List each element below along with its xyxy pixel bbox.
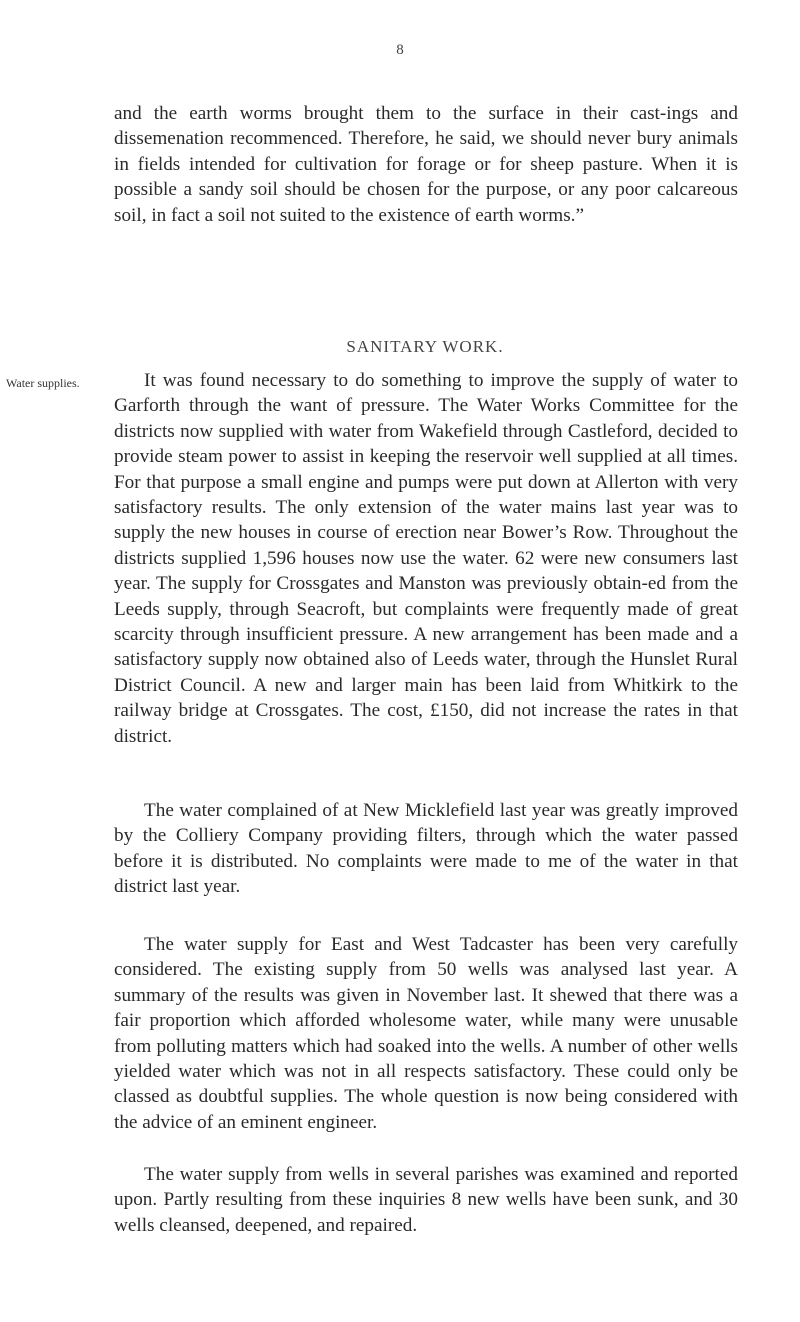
page-number: 8 (396, 42, 404, 58)
margin-note: Water supplies. (6, 376, 80, 390)
paragraph-text: The water supply for East and West Tadcaster has been very carefully considered. The existing supply from 50 wells was analysed last year. A summary of the results was given in November last. It shewed that there was a fair proportion which afforded wholesome water, while many were unusable from polluting matters which had soaked into the wells. A number of other wells yielded water which was not in all respects satisfactory. These could only be classed as doubtful supplies. The whole question is now being considered with the advice of an eminent engineer. (114, 934, 738, 1133)
paragraph-micklefield (114, 798, 738, 900)
paragraph-text: The water supply from wells in several parishes was examined and reported upon. Partly resulting from these inquiries 8 new wells have been sunk, and 30 wells cleansed, deepened, and repaired. (114, 1164, 738, 1236)
paragraph-text: It was found necessary to do something to improve the supply of water to Garforth through the want of pressure. The Water Works Committee for the districts now supplied with water from Wakefield through Castleford, decided to provide steam power to assist in keeping the reservoir well supplied at all times. For that purpose a small engine and pumps were put down at Allerton with very satisfactory results. The only extension of the water mains last year was to supply the new houses in course of erection near Bower’s Row. Throughout the districts supplied 1,596 houses now use the water. 62 were new consumers last year. The supply for Crossgates and Manston was previously obtain-ed from the Leeds supply, through Seacroft, but complaints were frequently made of great scarcity through insufficient pressure. A new arrangement has been made and a satisfactory supply now obtained also of Leeds water, through the Hunslet Rural District Council. A new and larger main has been laid from Whitkirk to the railway bridge at Crossgates. The cost, £150, did not increase the rates in that district. (114, 370, 738, 747)
paragraph-wells (114, 1162, 738, 1238)
paragraph-text: and the earth worms brought them to the surface in their cast-ings and dissemenation recommenced. Therefore, he said, we should never bury animals in fields intended for cultivation for forage or for sheep pasture. When it is possible a sandy soil should be chosen for the purpose, or any poor calcareous soil, in fact a soil not suited to the existence of earth worms.” (114, 103, 738, 226)
section-heading: SANITARY WORK. (346, 337, 504, 356)
paragraph-tadcaster (114, 932, 738, 1135)
paragraph-water-supply (114, 368, 738, 749)
paragraph-text: The water complained of at New Micklefield last year was greatly improved by the Colliery Company providing filters, through which the water passed before it is distributed. No complaints were made to me of the water in that district last year. (114, 800, 738, 898)
paragraph-earthworms (114, 101, 738, 228)
